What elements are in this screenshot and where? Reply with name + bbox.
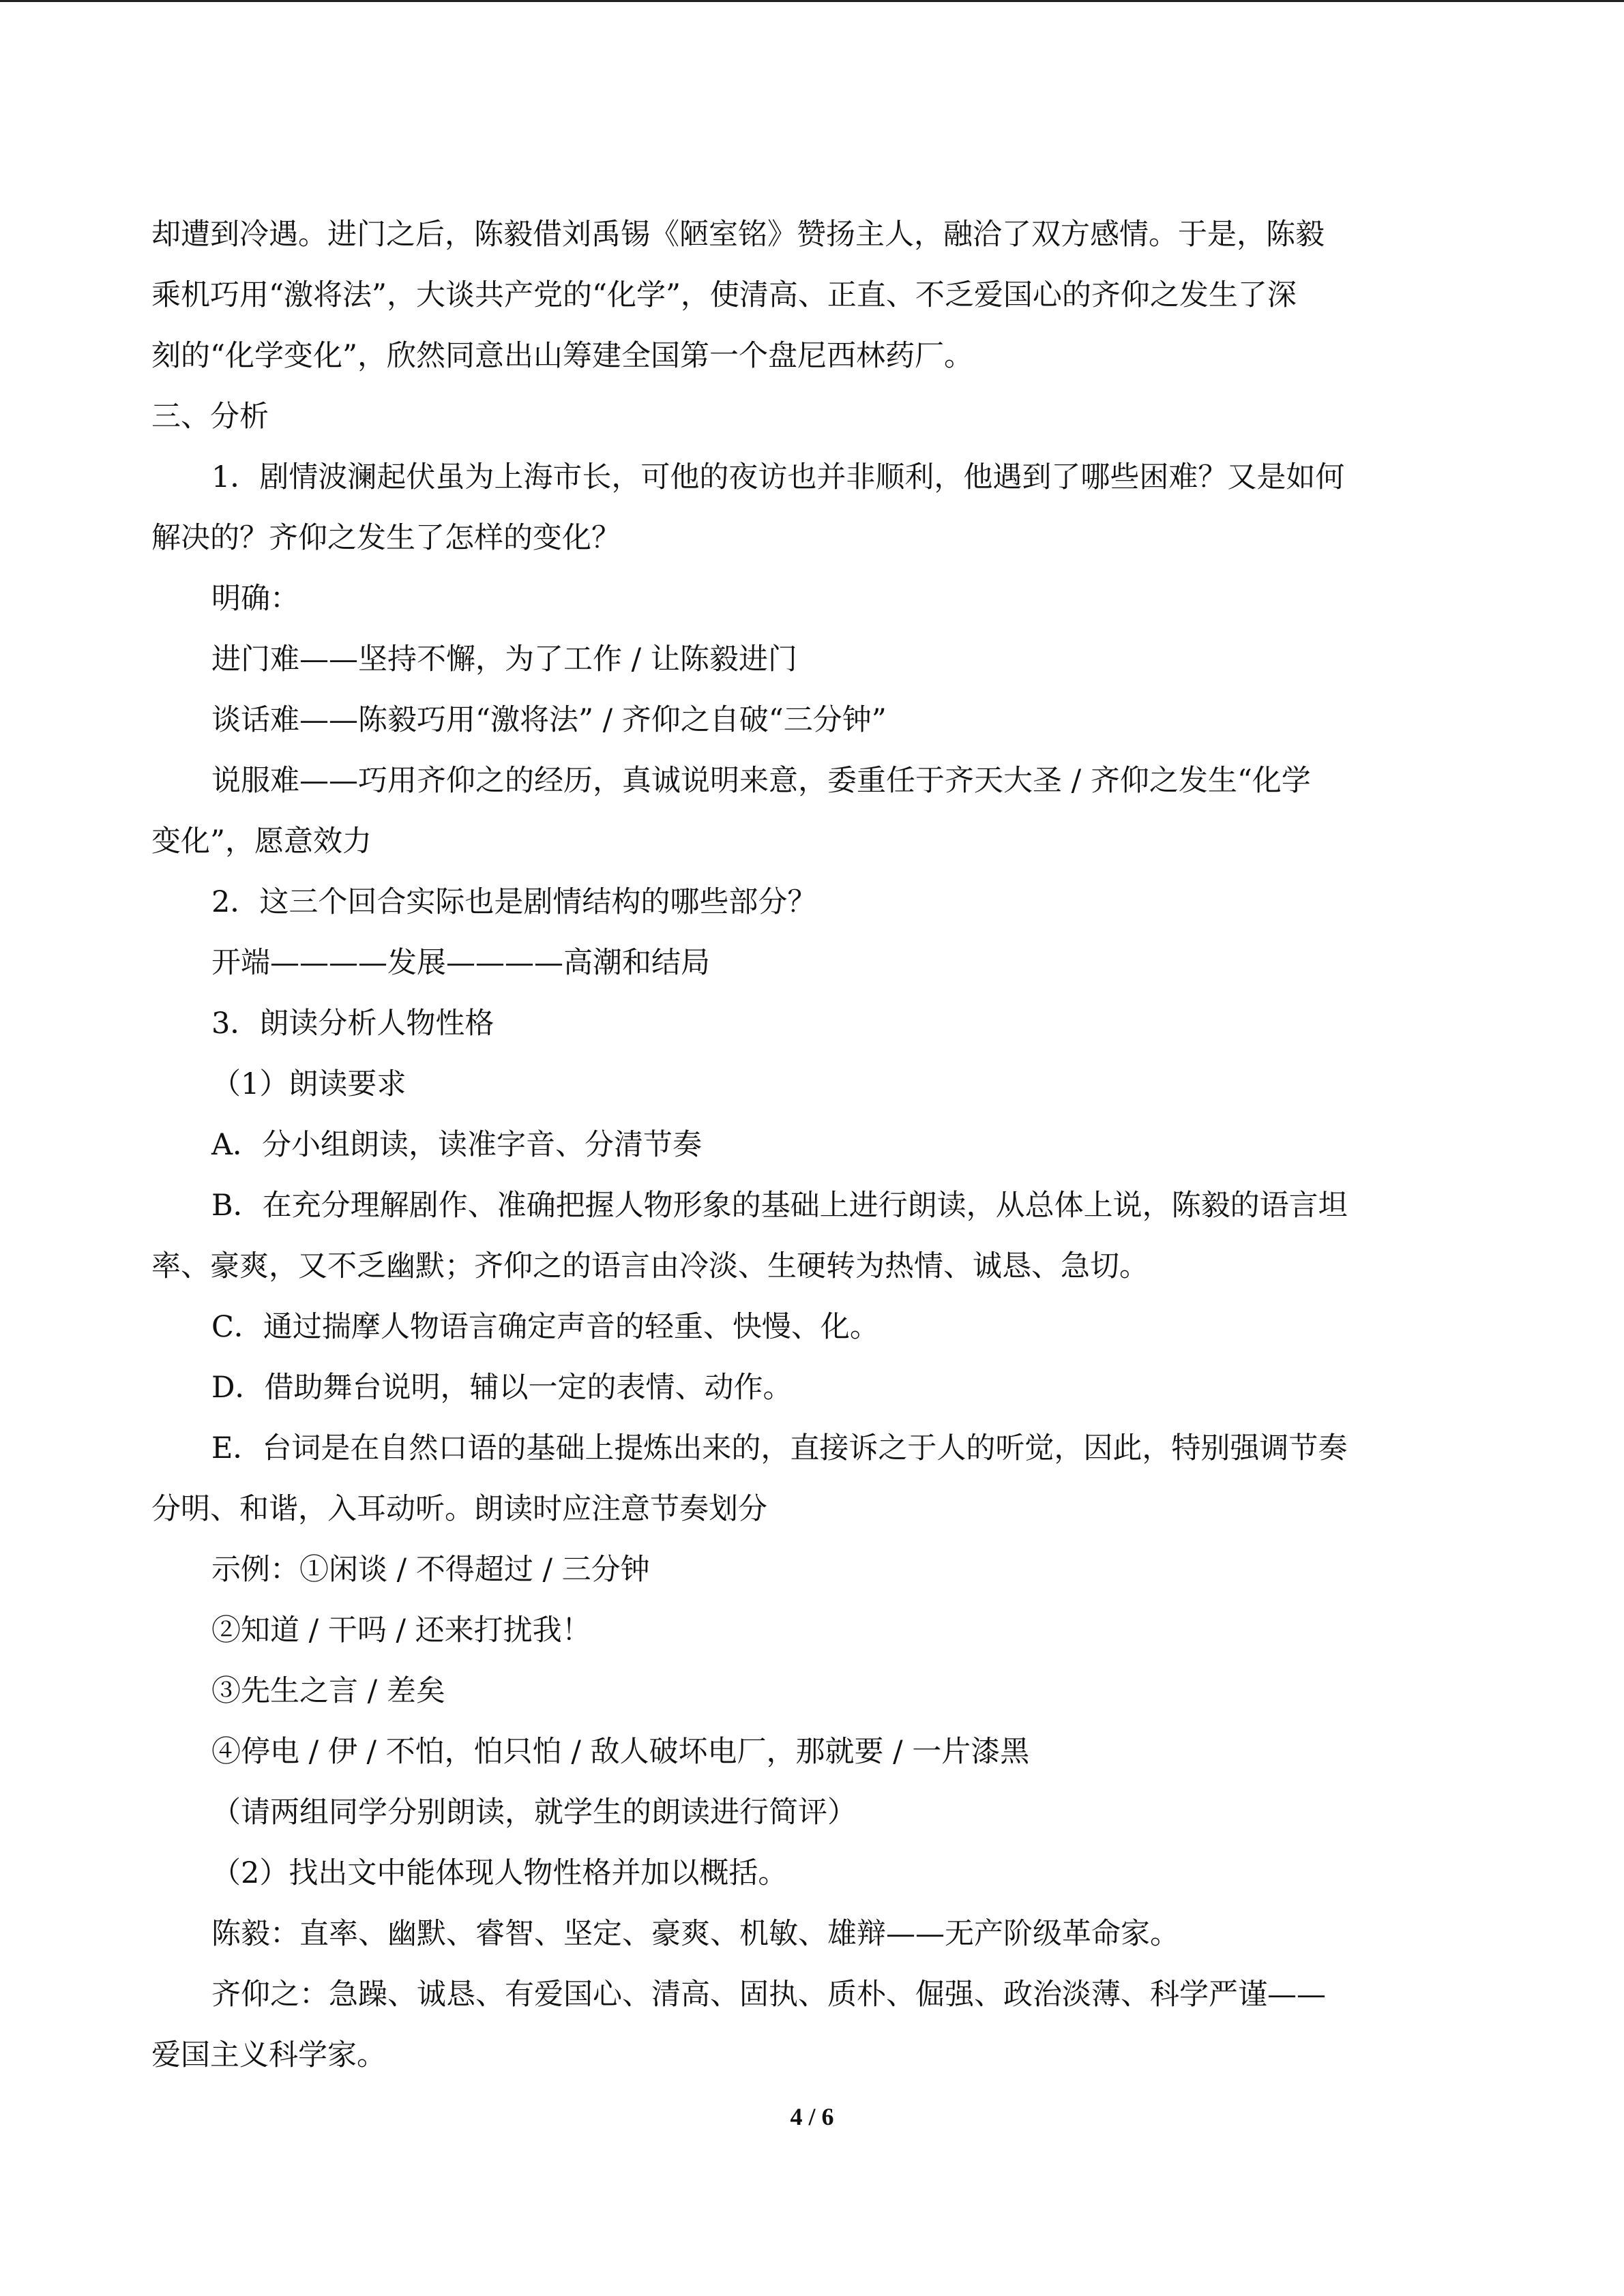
text-line: 进门难——坚持不懈，为了工作 / 让陈毅进门 <box>211 642 797 676</box>
text-line: 明确： <box>211 582 299 616</box>
text-line: B．在充分理解剧作、准确把握人物形象的基础上进行朗读，从总体上说，陈毅的语言坦 <box>211 1189 1348 1223</box>
text-line: 三、分析 <box>151 400 269 434</box>
text-line: 说服难——巧用齐仰之的经历，真诚说明来意，委重任于齐天大圣 / 齐仰之发生“化学 <box>211 764 1311 798</box>
text-line: 却遭到冷遇。进门之后，陈毅借刘禹锡《陋室铭》赞扬主人，融洽了双方感情。于是，陈毅 <box>151 218 1325 252</box>
text-line: 乘机巧用“激将法”，大谈共产党的“化学”，使清高、正直、不乏爱国心的齐仰之发生了深 <box>151 278 1297 312</box>
text-line: ③先生之言 / 差矣 <box>211 1674 445 1708</box>
text-line: 分明、和谐，入耳动听。朗读时应注意节奏划分 <box>151 1492 767 1526</box>
text-line: 陈毅：直率、幽默、睿智、坚定、豪爽、机敏、雄辩——无产阶级革命家。 <box>211 1917 1179 1951</box>
text-line: 刻的“化学变化”，欣然同意出山筹建全国第一个盘尼西林药厂。 <box>151 339 973 373</box>
text-line: ④停电 / 伊 / 不怕，怕只怕 / 敌人破坏电厂，那就要 / 一片漆黑 <box>211 1735 1030 1769</box>
text-line: 谈话难——陈毅巧用“激将法” / 齐仰之自破“三分钟” <box>211 703 887 737</box>
text-line: E．台词是在自然口语的基础上提炼出来的，直接诉之于人的听觉，因此，特别强调节奏 <box>211 1431 1348 1465</box>
page-number: 4 / 6 <box>790 2103 834 2130</box>
text-line: 齐仰之：急躁、诚恳、有爱国心、清高、固执、质朴、倔强、政治淡薄、科学严谨—— <box>211 1978 1326 2012</box>
text-line: （2）找出文中能体现人物性格并加以概括。 <box>211 1856 788 1890</box>
text-line: 率、豪爽，又不乏幽默；齐仰之的语言由冷淡、生硬转为热情、诚恳、急切。 <box>151 1249 1149 1283</box>
top-border-line <box>0 0 1624 2</box>
text-line: 示例：①闲谈 / 不得超过 / 三分钟 <box>211 1553 650 1587</box>
text-line: D．借助舞台说明，辅以一定的表情、动作。 <box>211 1371 793 1405</box>
text-line: 解决的？齐仰之发生了怎样的变化？ <box>151 521 621 555</box>
document-body <box>151 205 1481 2086</box>
text-line: （1）朗读要求 <box>211 1067 407 1101</box>
text-line: 2．这三个回合实际也是剧情结构的哪些部分？ <box>211 885 817 919</box>
text-line: A．分小组朗读，读准字音、分清节奏 <box>211 1128 703 1162</box>
text-line: ②知道 / 干吗 / 还来打扰我！ <box>211 1613 591 1648</box>
text-line: C．通过揣摩人物语言确定声音的轻重、快慢、化。 <box>211 1310 879 1344</box>
text-line: 变化”，愿意效力 <box>151 824 372 859</box>
text-line: 开端————发展————高潮和结局 <box>211 946 710 980</box>
text-line: （请两组同学分别朗读，就学生的朗读进行简评） <box>211 1795 857 1830</box>
text-line: 爱国主义科学家。 <box>151 2038 386 2072</box>
text-line: 3．朗读分析人物性格 <box>211 1007 494 1041</box>
text-line: 1．剧情波澜起伏虽为上海市长，可他的夜访也并非顺利，他遇到了哪些困难？又是如何 <box>211 460 1345 494</box>
